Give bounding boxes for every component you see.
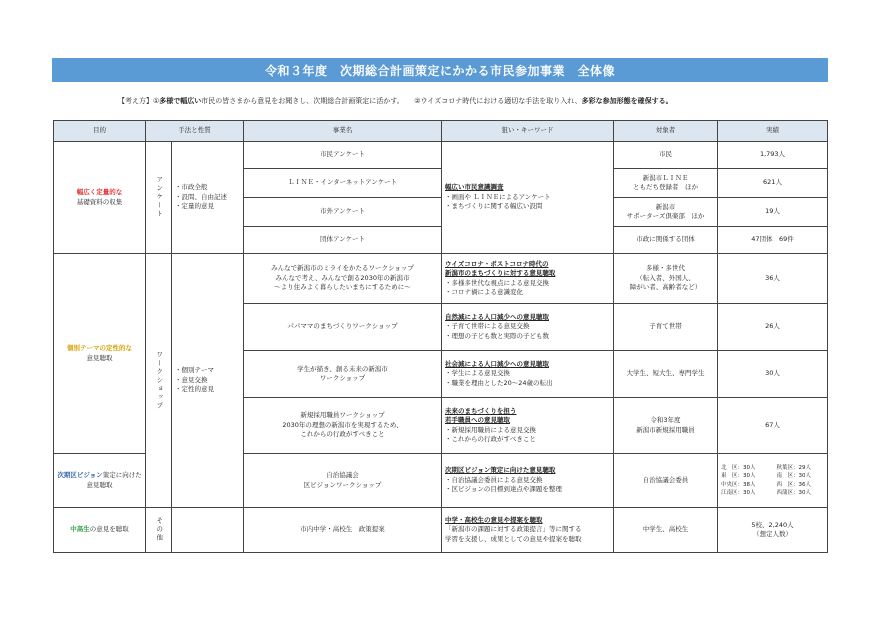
project-name: 新規採用職員ワークショップ 2030年の理想の新潟市を実現するため、 これからの行政がすべきこと bbox=[244, 398, 442, 454]
method-cell: ワークショップ bbox=[146, 254, 172, 508]
project-name: 市内中学・高校生 政策提案 bbox=[244, 508, 442, 553]
method-cell: アンケート bbox=[146, 142, 172, 254]
target-cell: 自治協議会委員 bbox=[614, 454, 718, 508]
purpose-cell: 次期区ビジョン策定に向けた意見聴取 bbox=[54, 454, 146, 508]
target-cell: 市民 bbox=[614, 142, 718, 169]
target-cell: 市政に関係する団体 bbox=[614, 227, 718, 254]
policy-statement: 【考え方】①多様で幅広い市民の皆さまから意見をお聞きし、次期総合計画策定に活かす。 ②ウイズコロナ時代における適切な手法を取り入れ、多彩な参加形態を確保する。 bbox=[118, 97, 673, 105]
table-row bbox=[54, 254, 828, 304]
project-name: 団体アンケート bbox=[244, 227, 442, 254]
nature-cell: ・市政全般 ・設問、自由記述 ・定量的意見 bbox=[172, 142, 244, 254]
target-cell: 子育て世帯 bbox=[614, 304, 718, 351]
result-cell: 19人 bbox=[718, 198, 828, 227]
result-cell: 北 区：30人 秋葉区：29人 東 区：30人 南 区：30人 中央区：38人 西 区：36人 江南区：30人 西蒲区：30人 bbox=[718, 454, 828, 508]
nature-cell: ・個別テーマ ・意見交換 ・定性的意見 bbox=[172, 254, 244, 508]
aim-cell: 自然減による人口減少への意見聴取 ・子育て世帯による意見交換 ・理想の子ども数と実際の子ども数 bbox=[442, 304, 614, 351]
purpose-cell: 個別テーマの定性的な 意見聴取 bbox=[54, 254, 146, 454]
purpose-cell: 中高生の意見を聴取 bbox=[54, 508, 146, 553]
program-table bbox=[53, 120, 828, 553]
aim-cell: 次期区ビジョン策定に向けた意見聴取 ・自治協議会委員による意見交換 ・区ビジョンの目標到達点や課題を整理 bbox=[442, 454, 614, 508]
table-row bbox=[54, 508, 828, 553]
result-cell: 36人 bbox=[718, 254, 828, 304]
result-cell: 26人 bbox=[718, 304, 828, 351]
project-name: 自治協議会 区ビジョンワークショップ bbox=[244, 454, 442, 508]
result-cell: 1,793人 bbox=[718, 142, 828, 169]
header-aim: 狙い・キーワード bbox=[442, 121, 614, 142]
target-cell: 令和3年度 新潟市新規採用職員 bbox=[614, 398, 718, 454]
project-name: 市外アンケート bbox=[244, 198, 442, 227]
project-name: パパママのまちづくりワークショップ bbox=[244, 304, 442, 351]
aim-cell: 中学・高校生の意見や提案を聴取 「新潟市の課題に対する政策提言」等に関する 学習を支援し、成果としての意見や提案を聴取 bbox=[442, 508, 614, 553]
project-name: 市民アンケート bbox=[244, 142, 442, 169]
target-cell: 多様・多世代 （転入者、外国人、 障がい者、高齢者など） bbox=[614, 254, 718, 304]
result-cell: 621人 bbox=[718, 169, 828, 198]
result-cell: 5校、2,240人 （想定人数） bbox=[718, 508, 828, 553]
header-project: 事業名 bbox=[244, 121, 442, 142]
page-title: 令和３年度 次期総合計画策定にかかる市民参加事業 全体像 bbox=[52, 58, 828, 82]
aim-cell: 未来のまちづくりを担う 若手職員への意見聴取 ・新規採用職員による意見交換 ・これからの行政がすべきこと bbox=[442, 398, 614, 454]
header-method: 手法と性質 bbox=[146, 121, 244, 142]
method-cell: その他 bbox=[146, 508, 172, 553]
project-name: みんなで新潟市のミライをかたるワークショップ みんなで考え、みんなで創る2030年の新潟市 ～より住みよく暮らしたいまちにするために～ bbox=[244, 254, 442, 304]
nature-cell bbox=[172, 508, 244, 553]
target-cell: 大学生、短大生、専門学生 bbox=[614, 351, 718, 398]
project-name: ＬＩＮＥ・インターネットアンケート bbox=[244, 169, 442, 198]
project-name: 学生が描き、創る未来の新潟市 ワークショップ bbox=[244, 351, 442, 398]
header-purpose: 目的 bbox=[54, 121, 146, 142]
header-target: 対象者 bbox=[614, 121, 718, 142]
result-cell: 67人 bbox=[718, 398, 828, 454]
table-row bbox=[54, 142, 828, 169]
target-cell: 新潟市 サポーターズ倶楽部 ほか bbox=[614, 198, 718, 227]
purpose-cell: 幅広く定量的な 基礎資料の収集 bbox=[54, 142, 146, 254]
header-result: 実績 bbox=[718, 121, 828, 142]
target-cell: 中学生、高校生 bbox=[614, 508, 718, 553]
header-row bbox=[54, 121, 828, 142]
result-cell: 30人 bbox=[718, 351, 828, 398]
result-cell: 47団体 69件 bbox=[718, 227, 828, 254]
aim-cell: 社会減による人口減少への意見聴取 ・学生による意見交換 ・職業を理由とした20～24歳の転出 bbox=[442, 351, 614, 398]
target-cell: 新潟市ＬＩＮＥ ともだち登録者 ほか bbox=[614, 169, 718, 198]
aim-cell: 幅広い市民意識調査 ・画面や ＬＩＮＥによるアンケート ・まちづくりに関する幅広い設問 bbox=[442, 142, 614, 254]
aim-cell: ウイズコロナ・ポストコロナ時代の 新潟市のまちづくりに対する意見聴取 ・多様多世代な視点による意見交換 ・コロナ禍による意識変化 bbox=[442, 254, 614, 304]
